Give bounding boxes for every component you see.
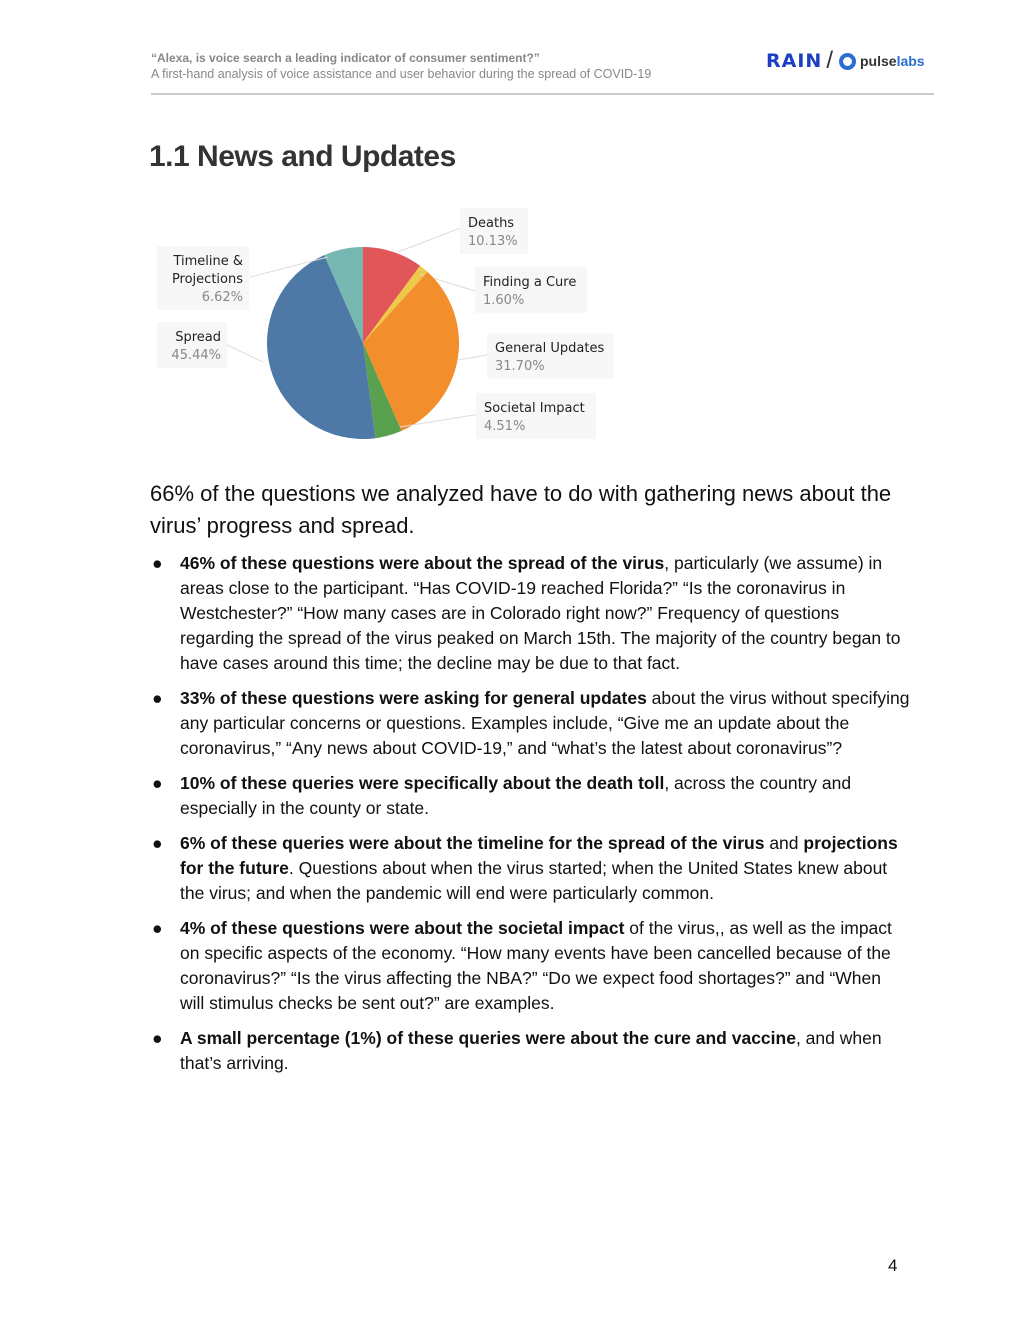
slice-label: Societal Impact [484,401,585,416]
bullet-item [150,551,910,676]
slice-value: 6.62% [201,290,243,305]
body-text: and [764,833,804,853]
slice-label: Projections [171,272,243,287]
pulselabs-icon [839,53,856,70]
logo-divider: / [826,47,833,74]
slice-value: 1.60% [483,293,525,308]
bullet-item [150,1026,910,1076]
bullet-icon: ● [152,1028,163,1048]
bold-text: 4% of these questions were about the societal impact [180,918,625,938]
bold-text: projections for the future [180,833,898,878]
page-number: 4 [888,1256,898,1275]
slice-value: 31.70% [495,359,545,374]
bullet-icon: ● [152,688,163,708]
slice-label: Finding a Cure [483,275,577,290]
bullet-icon: ● [152,918,163,938]
body-text: . Questions about when the virus started; when the United States knew about the virus; and when the pandemic will end were particularly common. [180,858,888,903]
slice-label: Timeline & [173,254,243,269]
slice-value: 4.51% [484,419,526,434]
leader-line [398,227,463,252]
body-text: about the virus without specifying any particular concerns or questions. Examples include, “Give me an update about the coronavirus,” “Any news about COVID-19,” and “what’s the latest about coronavirus”? [180,688,910,758]
report-subtitle: A first-hand analysis of voice assistance and user behavior during the spread of COVID-19 [151,67,652,81]
bold-text: 46% of these questions were about the spread of the virus [180,553,665,573]
slice-label: Deaths [468,216,515,231]
leader-line [458,355,487,360]
bold-text: 33% of these questions were asking for general updates [180,688,647,708]
bullet-icon: ● [152,553,163,573]
body-text: , and when that’s arriving. [180,1028,882,1073]
bullet-icon: ● [152,833,163,853]
bold-text: A small percentage (1%) of these queries were about the cure and vaccine [180,1028,796,1048]
leader-line [227,345,263,362]
pulselabs-logo: pulselabs [859,53,925,69]
bullet-item [150,916,910,1016]
slice-label: Spread [175,330,221,345]
bullet-list [150,551,910,1086]
body-text: , across the country and especially in the county or state. [180,773,852,818]
rain-logo: RAIN [766,50,823,72]
slice-value: 10.13% [468,234,518,249]
pie-chart [150,200,620,450]
bullet-item [150,831,910,906]
report-title: “Alexa, is voice search a leading indicator of consumer sentiment?” [151,51,540,65]
slice-value: 45.44% [171,348,221,363]
bullet-icon: ● [152,773,163,793]
bullet-item [150,771,910,821]
bold-text: 10% of these queries were specifically about the death toll [180,773,665,793]
header-divider [151,93,934,95]
bullet-item [150,686,910,761]
lead-paragraph: 66% of the questions we analyzed have to do with gathering news about the virus’ progress and spread. [150,481,892,538]
body-text: of the virus,, as well as the impact on specific aspects of the economy. “How many events have been cancelled because of the coronavirus?” “Is the virus affecting the NBA?” “Do we expect food shortages?” and “When will stimulus checks be sent out?” are examples. [180,918,892,1013]
rain-pulselabs-logo [766,47,925,75]
slice-label: General Updates [495,341,605,356]
section-title: 1.1 News and Updates [149,140,456,173]
bold-text: 6% of these queries were about the timeline for the spread of the virus [180,833,765,853]
body-text: , particularly (we assume) in areas close to the participant. “Has COVID-19 reached Florida?” “Is the coronavirus in Westchester?” “How many cases are in Colorado right now?” Frequency of questions regarding the spread of the virus peaked on March 15th. The majority of the country began to have cases around this time; the decline may be due to that fact. [180,553,901,673]
